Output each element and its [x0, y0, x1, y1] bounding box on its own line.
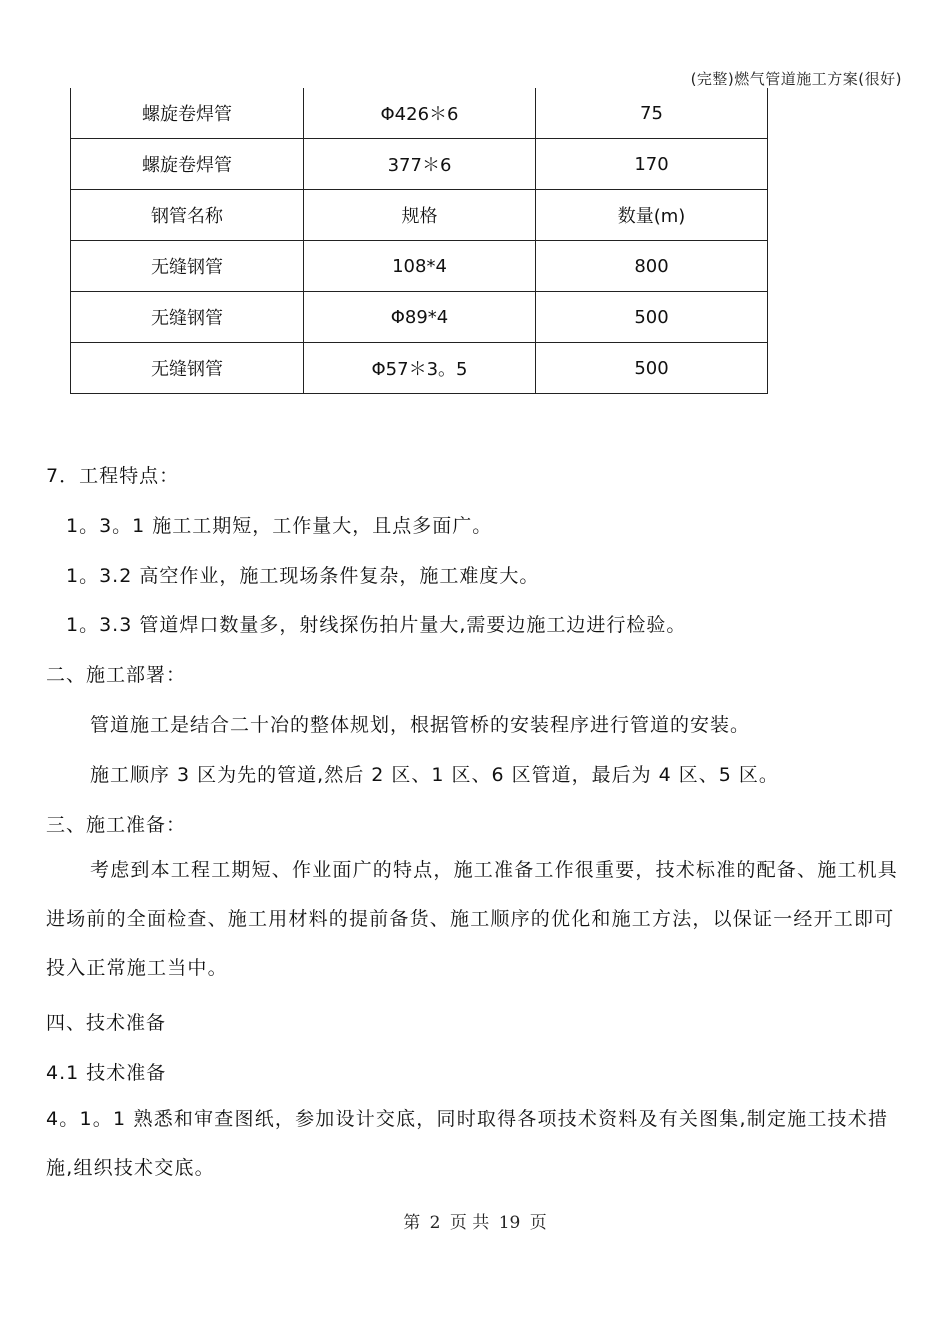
pipe-spec-cell: 377＊6: [304, 139, 536, 190]
section-4-1-heading: 4.1 技术准备: [46, 1062, 167, 1084]
table-row: [71, 139, 768, 190]
page-suffix: 页: [529, 1213, 547, 1233]
section-3-heading: 三、施工准备：: [46, 814, 187, 836]
section-7-item-2: 1。3.2 高空作业，施工现场条件复杂，施工难度大。: [66, 565, 540, 587]
table-row: [71, 292, 768, 343]
pipe-qty-cell: 170: [536, 139, 768, 190]
page-middle: 页 共: [449, 1213, 490, 1233]
page-prefix: 第: [403, 1213, 421, 1233]
section-7-heading: 7．工程特点：: [46, 465, 180, 487]
pipe-spec-cell: Φ57＊3。5: [304, 343, 536, 394]
section-2-paragraph-1: 管道施工是结合二十冶的整体规划，根据管桥的安装程序进行管道的安装。: [90, 714, 751, 736]
column-header-qty: 数量(m): [536, 190, 768, 241]
column-header-spec: 规格: [304, 190, 536, 241]
pipe-qty-cell: 500: [536, 343, 768, 394]
pipe-name-cell: 螺旋卷焊管: [71, 88, 304, 139]
section-3-paragraph: 考虑到本工程工期短、作业面广的特点，施工准备工作很重要，技术标准的配备、施工机具进场前的全面检查、施工用材料的提前备货、施工顺序的优化和施工方法，以保证一经开工即可投入正常施工当中。: [46, 859, 899, 979]
table-row: [71, 241, 768, 292]
pipe-spec-cell: Φ89*4: [304, 292, 536, 343]
pipe-name-cell: 无缝钢管: [71, 343, 304, 394]
page-total: 19: [498, 1213, 521, 1233]
section-7-item-1: 1。3。1 施工工期短，工作量大，且点多面广。: [66, 515, 493, 537]
pipe-name-cell: 无缝钢管: [71, 292, 304, 343]
section-2-paragraph-2: 施工顺序 3 区为先的管道,然后 2 区、1 区、6 区管道，最后为 4 区、5 区。: [90, 764, 779, 786]
section-7-item-3: 1。3.3 管道焊口数量多，射线探伤拍片量大,需要边施工边进行检验。: [66, 614, 687, 636]
page-footer: [0, 1208, 950, 1233]
table-row: [71, 88, 768, 139]
pipe-spec-table: [70, 88, 768, 394]
document-title: (完整)燃气管道施工方案(很好): [690, 70, 902, 88]
page-current: 2: [429, 1213, 441, 1233]
pipe-qty-cell: 75: [536, 88, 768, 139]
table-row: [71, 343, 768, 394]
pipe-name-cell: 螺旋卷焊管: [71, 139, 304, 190]
pipe-name-cell: 无缝钢管: [71, 241, 304, 292]
column-header-name: 钢管名称: [71, 190, 304, 241]
pipe-spec-cell: 108*4: [304, 241, 536, 292]
pipe-spec-cell: Φ426＊6: [304, 88, 536, 139]
table-header-row: [71, 190, 768, 241]
section-4-1-1-paragraph: 4。1。1 熟悉和审查图纸，参加设计交底，同时取得各项技术资料及有关图集,制定施工技术措施,组织技术交底。: [46, 1108, 889, 1179]
section-2-heading: 二、施工部署：: [46, 664, 187, 686]
pipe-qty-cell: 500: [536, 292, 768, 343]
section-4-heading: 四、技术准备: [46, 1012, 167, 1034]
pipe-qty-cell: 800: [536, 241, 768, 292]
